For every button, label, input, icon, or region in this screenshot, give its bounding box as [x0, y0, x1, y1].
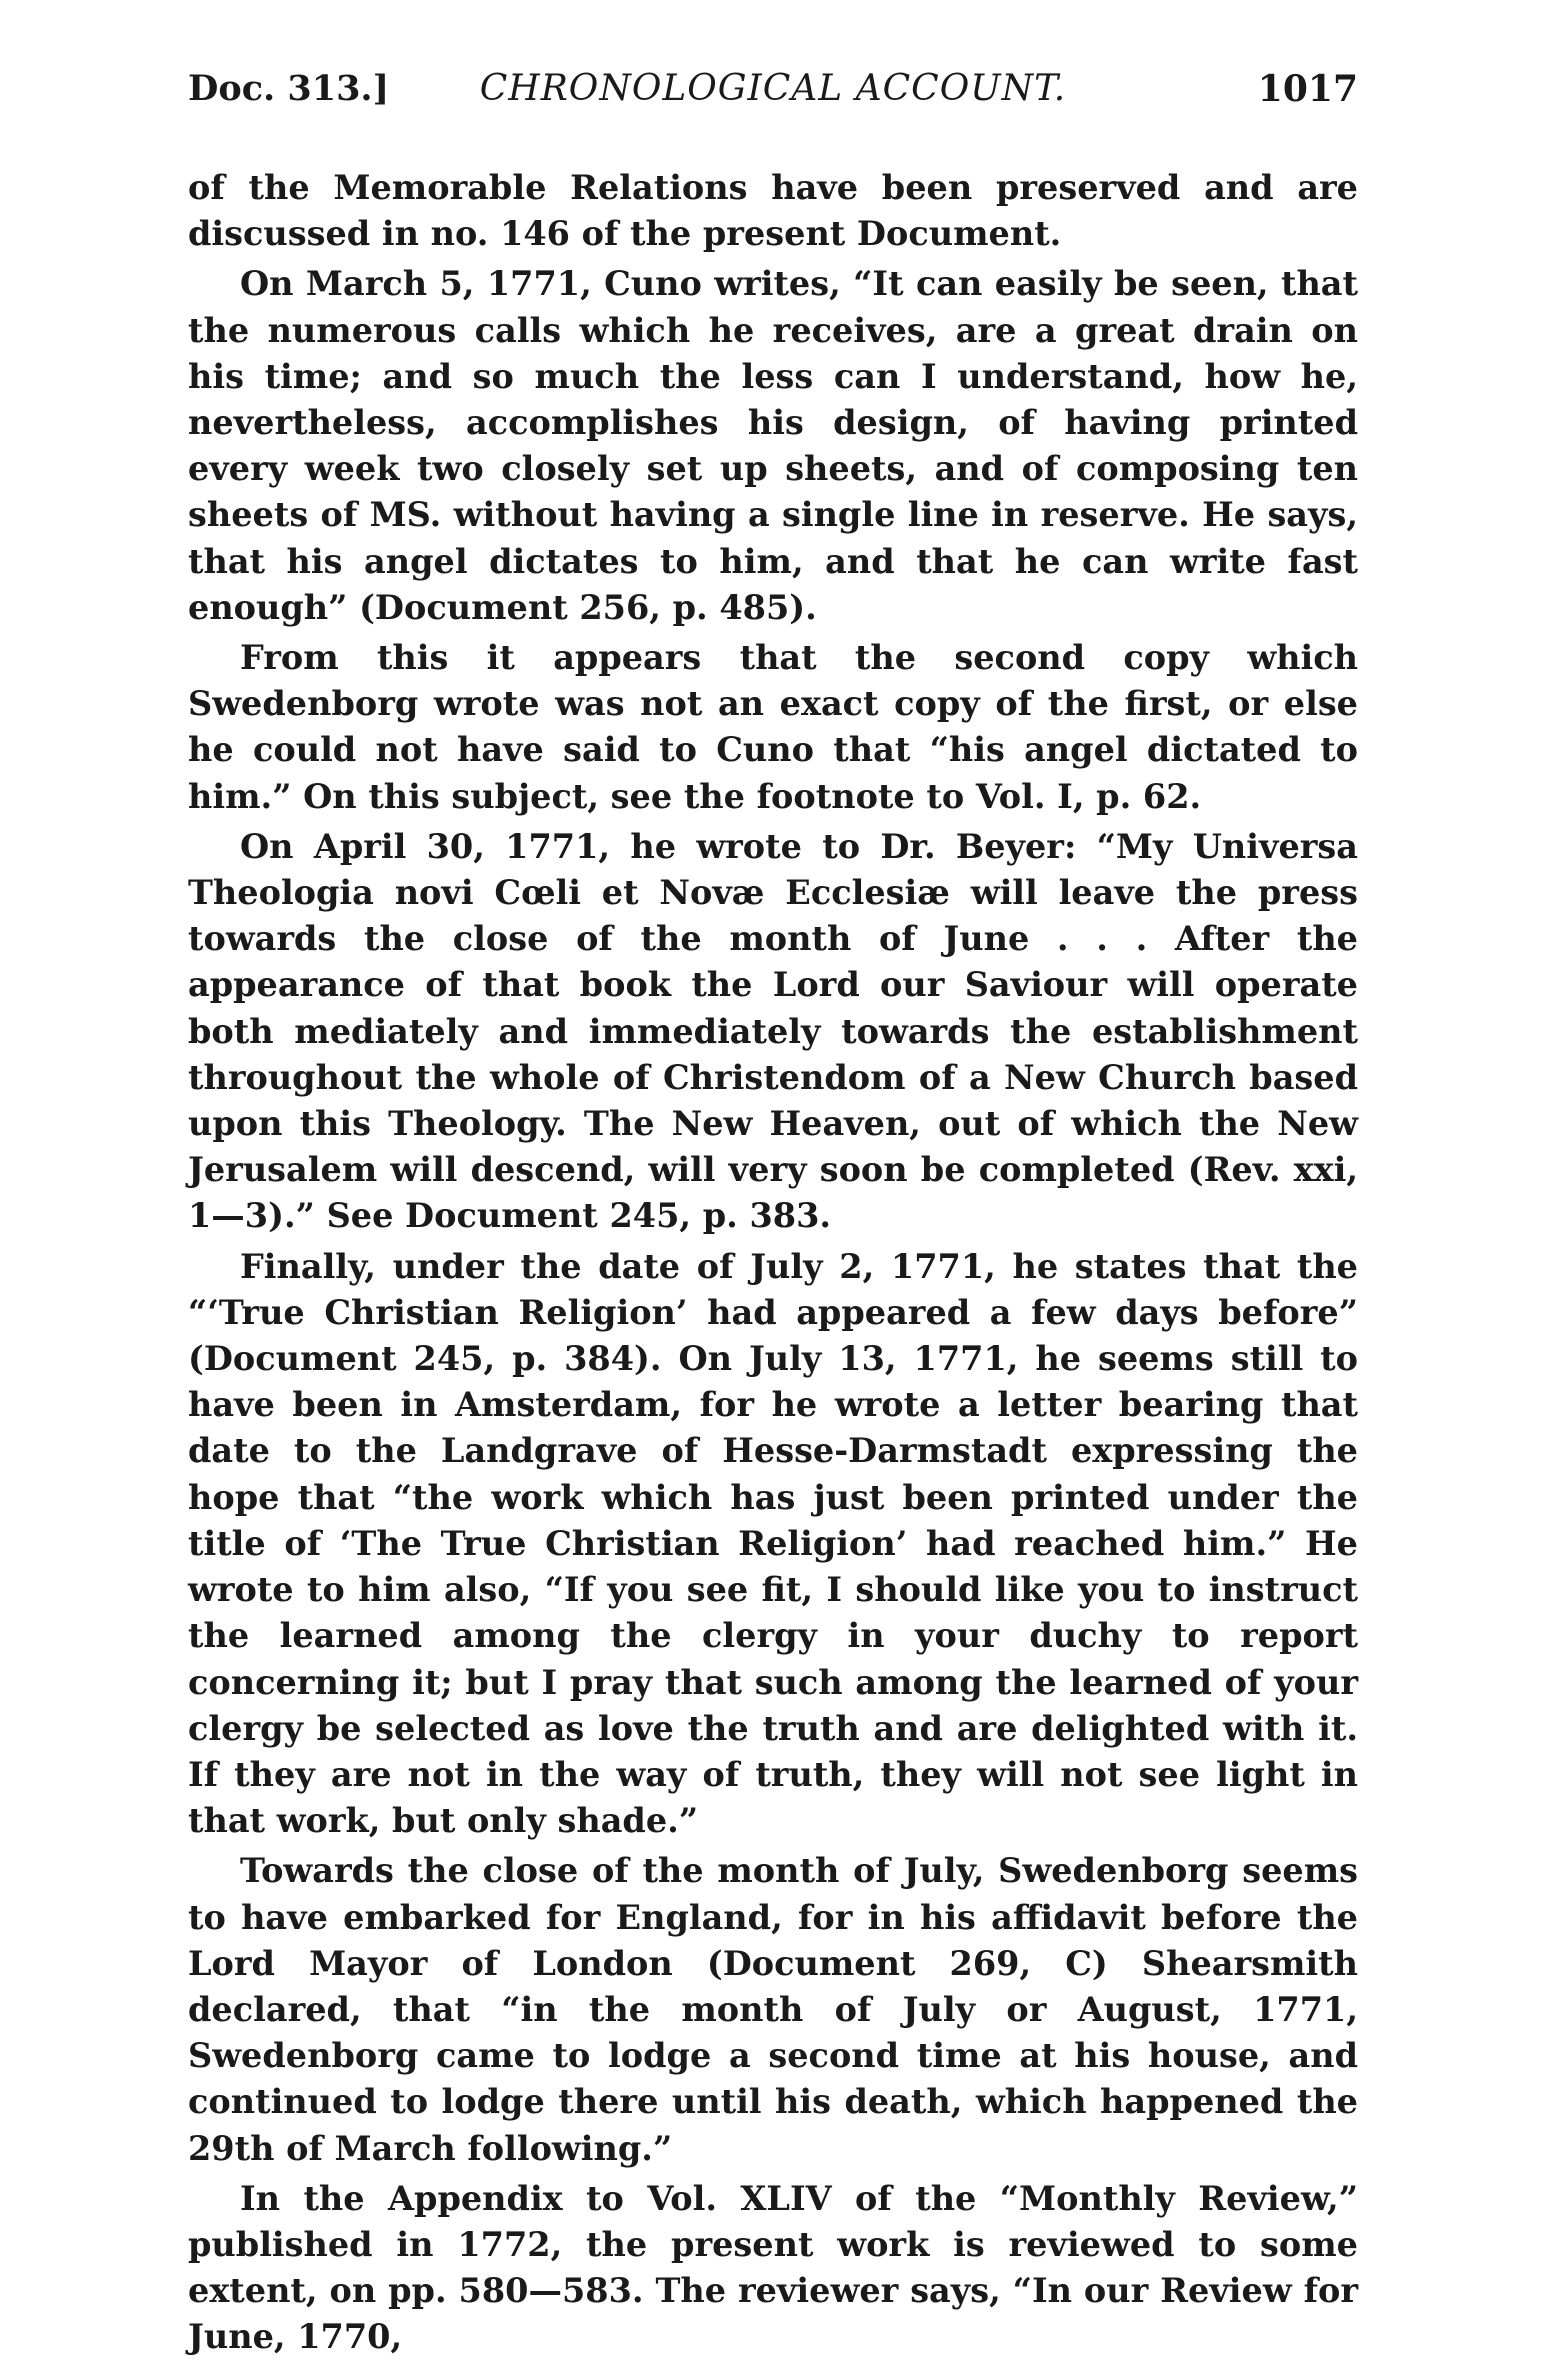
paragraph: Finally, under the date of July 2, 1771, he states that the “‘True Christian Religion’ had appeared a few days before” (Document 245, p. 384). On July 13, 1771, he seems still to have been in Amsterdam, for he wrote a letter bearing that date to the Landgrave of Hesse-Darmstadt expressing the hope that “the work which has just been printed under the title of ‘The True Christian Religion’ had reached him.” He wrote to him also, “If you see fit, I should like you to instruct the learned among the clergy in your duchy to report concerning it; but I pray that such among the learned of your clergy be selected as love the truth and are delighted with it. If they are not in the way of truth, they will not see light in that work, but only shade.” [188, 1246, 1358, 1841]
page-number: 1017 [1257, 68, 1358, 110]
running-head [188, 68, 1358, 118]
paragraph: On April 30, 1771, he wrote to Dr. Beyer: “My Universa Theologia novi Cœli et Novæ Ecclesiæ will leave the press towards the close of the month of June . . . After the appearance of that book the Lord our Saviour will operate both mediately and immediately towards the establishment throughout the whole of Christendom of a New Church based upon this Theology. The New Heaven, out of which the New Jerusalem will descend, will very soon be completed (Rev. xxi, 1—3).” See Document 245, p. 383. [188, 826, 1358, 1236]
paragraph: In the Appendix to Vol. XLIV of the “Monthly Review,” published in 1772, the present work is reviewed to some extent, on pp. 580—583. The reviewer says, “In our Review for June, 1770, [188, 2178, 1358, 2357]
running-title: CHRONOLOGICAL ACCOUNT. [479, 68, 1067, 109]
paragraph: Towards the close of the month of July, Swedenborg seems to have embarked for England, for in his affidavit before the Lord Mayor of London (Document 269, C) Shearsmith declared, that “in the month of July or August, 1771, Swedenborg came to lodge a second time at his house, and continued to lodge there until his death, which happened the 29th of March following.” [188, 1851, 1358, 2168]
paragraph: From this it appears that the second copy which Swedenborg wrote was not an exact copy of the first, or else he could not have said to Cuno that “his angel dictated to him.” On this subject, see the footnote to Vol. I, p. 62. [188, 638, 1358, 816]
body-text [188, 165, 1358, 2361]
paragraph: On March 5, 1771, Cuno writes, “It can easily be seen, that the numerous calls which he receives, are a great drain on his time; and so much the less can I understand, how he, nevertheless, accomplishes his design, of having printed every week two closely set up sheets, and of composing ten sheets of MS. without having a single line in reserve. He says, that his angel dictates to him, and that he can write fast enough” (Document 256, p. 485). [188, 264, 1358, 627]
document-number: Doc. 313.] [188, 68, 390, 109]
paragraph-continued: of the Memorable Relations have been preserved and are discussed in no. 146 of the present Document. [188, 168, 1358, 254]
